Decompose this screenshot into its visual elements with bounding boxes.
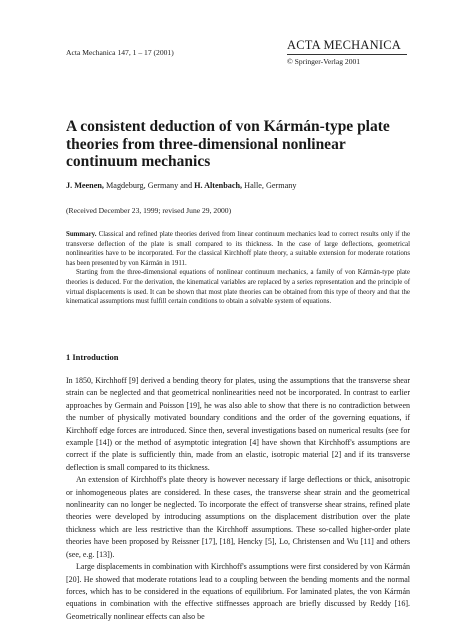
abstract-label: Summary. xyxy=(66,231,97,238)
journal-name: ACTA MECHANICA xyxy=(287,38,407,55)
abstract-text-1: Classical and refined plate theories derived from linear continuum mechanics lead to correct results only if the transverse deflection of the plate is small compared to its thickness. In the case of large deflections, geometrical nonlinearities have to be incorporated. For the classical Kirchhoff plate theory, a suitable extension for moderate rotations has been presented by von Kármán in 1911. xyxy=(66,231,410,267)
abstract xyxy=(66,230,410,307)
journal-masthead xyxy=(287,38,407,66)
abstract-paragraph-1 xyxy=(66,230,410,268)
section-heading: 1 Introduction xyxy=(66,352,119,362)
section-body xyxy=(66,375,410,623)
paper-title: A consistent deduction of von Kármán-type plate theories from three-dimensional nonlinear continuum mechanics xyxy=(66,118,390,170)
abstract-paragraph-2: Starting from the three-dimensional equations of nonlinear continuum mechanics, a family of von Kármán-type plate theories is deduced. For the derivation, the kinematical variables are replaced by a series representation and the principle of virtual displacements is used. It can be shown that most plate theories can be obtained from this type of theory and that the kinematical assumptions must fulfill certain conditions to obtain a solvable system of equations. xyxy=(66,269,410,306)
author-1-affiliation: Magdeburg, Germany and xyxy=(103,181,195,190)
journal-reference: Acta Mechanica 147, 1 – 17 (2001) xyxy=(66,48,174,57)
body-paragraph-3: Large displacements in combination with Kirchhoff's assumptions were first considered by von Kármán [20]. He showed that moderate rotations lead to a coupling between the bending moments and the normal forces, which has to be considered in the equations of equilibrium. For laminated plates, the von Kármán equations in combination with the effective stiffnesses approach are briefly discussed by Reddy [16]. Geometrically nonlinear effects can also be xyxy=(66,562,410,621)
author-1-name: J. Meenen, xyxy=(66,181,104,190)
author-2-name: H. Altenbach, xyxy=(194,181,243,190)
body-paragraph-2: An extension of Kirchhoff's plate theory is however necessary if large deflections or thick, anisotropic or inhomogeneous plates are considered. In these cases, the transverse shear strain and the geometrical nonlinearity can no longer be neglected. To incorporate the effect of transverse shear strains, refined plate theories were developed by introducing assumptions on the displacement distribution over the plate thickness which are less restrictive than the Kirchhoff assumptions. These so-called higher-order plate theories have been proposed by Reissner [17], [18], Hencky [5], Lo, Christensen and Wu [11] and others (see, e.g. [13]). xyxy=(66,475,410,559)
author-2-affiliation: Halle, Germany xyxy=(242,181,297,190)
body-paragraph-1: In 1850, Kirchhoff [9] derived a bending theory for plates, using the assumptions that the transverse shear strain can be neglected and that geometrical nonlinearities need not be incorporated. In contrast to earlier approaches by Germain and Poisson [19], he was also able to show that there is no contradiction between the number of physically motivated boundary conditions and the order of the governing equations, if Kirchhoff edge forces are introduced. Since then, several investigations based on numerical results (see for example [14]) or the method of asymptotic integration [4] have shown that Kirchhoff's assumptions are correct if the plate is sufficiently thin, made from an elastic, isotropic material [2] and if its transverse deflection is small compared to its thickness. xyxy=(66,376,410,472)
copyright-notice: © Springer-Verlag 2001 xyxy=(287,57,361,66)
author-line xyxy=(66,181,406,190)
received-dates: (Received December 23, 1999; revised June 29, 2000) xyxy=(66,206,232,215)
